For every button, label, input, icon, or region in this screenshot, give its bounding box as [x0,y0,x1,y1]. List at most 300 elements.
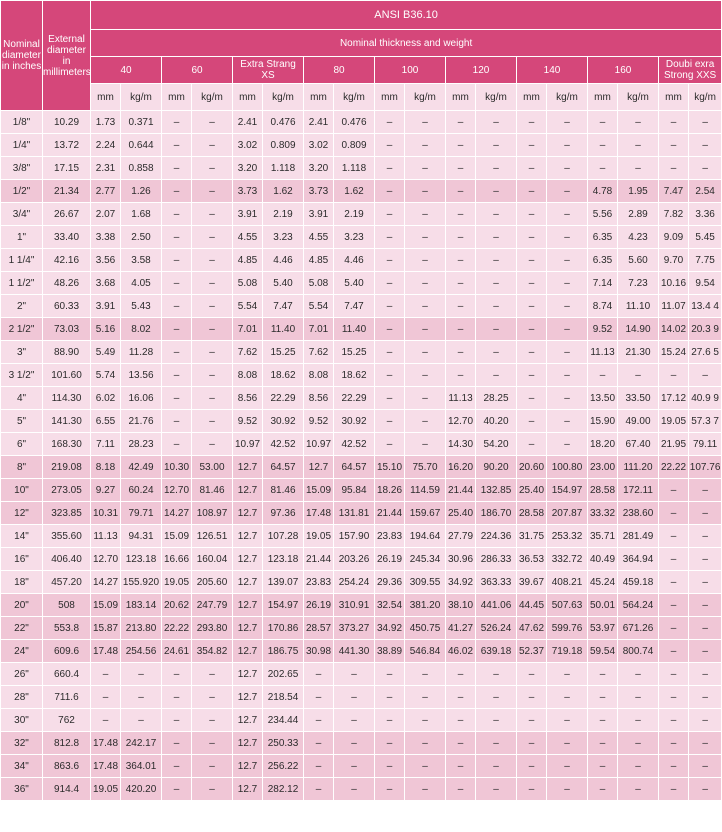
thickness-mm-cell: 2.77 [91,180,121,203]
thickness-mm-cell: 3.20 [304,157,334,180]
thickness-mm-cell: 20.60 [517,456,547,479]
unit-mm-header: mm [588,84,618,111]
weight-kgm-cell: – [334,755,375,778]
thickness-mm-cell: – [446,686,476,709]
thickness-mm-cell: – [659,571,689,594]
weight-kgm-cell: 49.00 [618,410,659,433]
weight-kgm-cell: – [547,686,588,709]
thickness-mm-cell: – [659,479,689,502]
nominal-diameter-cell: 10" [1,479,43,502]
nominal-diameter-cell: 2" [1,295,43,318]
table-row [1,226,722,249]
thickness-mm-cell: – [446,295,476,318]
thickness-mm-cell: – [304,778,334,801]
thickness-mm-cell: 16.20 [446,456,476,479]
thickness-mm-cell: – [162,134,192,157]
thickness-mm-cell: 21.44 [304,548,334,571]
thickness-mm-cell: 12.7 [233,456,263,479]
weight-kgm-cell: 205.60 [192,571,233,594]
thickness-mm-cell: 4.85 [304,249,334,272]
nominal-diameter-cell: 1 1/2" [1,272,43,295]
thickness-mm-cell: – [446,663,476,686]
thickness-mm-cell: – [162,180,192,203]
table-row [1,548,722,571]
thickness-mm-cell: 44.45 [517,594,547,617]
weight-kgm-cell: 14.90 [618,318,659,341]
weight-kgm-cell: 183.14 [121,594,162,617]
table-row [1,387,722,410]
table-row [1,571,722,594]
weight-kgm-cell: 11.28 [121,341,162,364]
external-diameter-cell: 508 [43,594,91,617]
thickness-mm-cell: – [517,295,547,318]
thickness-mm-cell: 11.13 [446,387,476,410]
weight-kgm-cell: 64.57 [263,456,304,479]
weight-kgm-cell: – [618,709,659,732]
weight-kgm-cell: 81.46 [263,479,304,502]
thickness-mm-cell: – [375,272,405,295]
thickness-mm-cell: 12.7 [233,640,263,663]
weight-kgm-cell: – [689,732,722,755]
schedule-header: Extra Strang XS [233,57,304,84]
weight-kgm-cell: 0.809 [263,134,304,157]
weight-kgm-cell: 40.20 [476,410,517,433]
weight-kgm-cell: 22.29 [334,387,375,410]
weight-kgm-cell: 123.18 [263,548,304,571]
weight-kgm-cell: 408.21 [547,571,588,594]
weight-kgm-cell: – [192,249,233,272]
weight-kgm-cell: – [476,778,517,801]
thickness-mm-cell: 36.53 [517,548,547,571]
weight-kgm-cell: – [192,732,233,755]
nominal-diameter-cell: 22" [1,617,43,640]
weight-kgm-cell: 11.10 [618,295,659,318]
thickness-mm-cell: 20.62 [162,594,192,617]
weight-kgm-cell: – [689,134,722,157]
weight-kgm-cell: – [334,663,375,686]
external-diameter-cell: 42.16 [43,249,91,272]
weight-kgm-cell: 526.24 [476,617,517,640]
thickness-mm-cell: – [659,709,689,732]
table-row [1,295,722,318]
weight-kgm-cell: – [192,387,233,410]
thickness-mm-cell: 12.7 [233,755,263,778]
weight-kgm-cell: 282.12 [263,778,304,801]
weight-kgm-cell: – [405,433,446,456]
weight-kgm-cell: 332.72 [547,548,588,571]
weight-kgm-cell: – [405,732,446,755]
thickness-mm-cell: 12.7 [233,525,263,548]
weight-kgm-cell: – [476,180,517,203]
thickness-mm-cell: 8.56 [304,387,334,410]
thickness-mm-cell: 3.91 [91,295,121,318]
thickness-mm-cell: – [162,203,192,226]
weight-kgm-cell: – [405,318,446,341]
thickness-mm-cell: 4.85 [233,249,263,272]
thickness-mm-cell: 29.36 [375,571,405,594]
thickness-mm-cell: – [517,272,547,295]
weight-kgm-cell: 107.76 [689,456,722,479]
weight-kgm-cell: 599.76 [547,617,588,640]
thickness-mm-cell: 5.08 [304,272,334,295]
thickness-mm-cell: – [162,663,192,686]
weight-kgm-cell: – [618,686,659,709]
thickness-mm-cell: – [162,318,192,341]
external-diameter-cell: 457.20 [43,571,91,594]
thickness-mm-cell: – [446,709,476,732]
weight-kgm-cell: 8.02 [121,318,162,341]
unit-mm-header: mm [91,84,121,111]
table-row [1,525,722,548]
thickness-mm-cell: – [162,732,192,755]
external-diameter-cell: 219.08 [43,456,91,479]
table-row [1,686,722,709]
weight-kgm-cell: 126.51 [192,525,233,548]
schedule-header: 40 [91,57,162,84]
thickness-mm-cell: 5.56 [588,203,618,226]
thickness-mm-cell: – [375,663,405,686]
weight-kgm-cell: – [192,180,233,203]
thickness-mm-cell: – [517,111,547,134]
weight-kgm-cell: 15.25 [263,341,304,364]
weight-kgm-cell: 186.75 [263,640,304,663]
schedule-header: 100 [375,57,446,84]
table-row [1,318,722,341]
external-diameter-cell: 10.29 [43,111,91,134]
unit-mm-header: mm [517,84,547,111]
nominal-diameter-cell: 8" [1,456,43,479]
thickness-mm-cell: – [162,387,192,410]
thickness-mm-cell: 2.07 [91,203,121,226]
thickness-mm-cell: 3.38 [91,226,121,249]
thickness-mm-cell: – [517,686,547,709]
weight-kgm-cell: 97.36 [263,502,304,525]
weight-kgm-cell: 33.50 [618,387,659,410]
weight-kgm-cell: 172.11 [618,479,659,502]
weight-kgm-cell: – [547,387,588,410]
thickness-mm-cell: 15.09 [304,479,334,502]
weight-kgm-cell: – [192,364,233,387]
thickness-mm-cell: 34.92 [375,617,405,640]
weight-kgm-cell: – [476,295,517,318]
weight-kgm-cell: 0.644 [121,134,162,157]
weight-kgm-cell: – [192,203,233,226]
thickness-mm-cell: 12.70 [91,548,121,571]
weight-kgm-cell: 309.55 [405,571,446,594]
thickness-mm-cell: 23.83 [375,525,405,548]
unit-kgm-header: kg/m [334,84,375,111]
weight-kgm-cell: 4.46 [263,249,304,272]
thickness-mm-cell: 22.22 [162,617,192,640]
weight-kgm-cell: 16.06 [121,387,162,410]
thickness-mm-cell: – [375,180,405,203]
weight-kgm-cell: – [405,387,446,410]
weight-kgm-cell: 441.06 [476,594,517,617]
thickness-mm-cell: 4.78 [588,180,618,203]
external-diameter-cell: 48.26 [43,272,91,295]
nominal-diameter-cell: 12" [1,502,43,525]
thickness-mm-cell: 15.09 [91,594,121,617]
weight-kgm-cell: 67.40 [618,433,659,456]
weight-kgm-cell: – [547,111,588,134]
thickness-mm-cell: 10.31 [91,502,121,525]
weight-kgm-cell: – [547,341,588,364]
weight-kgm-cell: – [405,686,446,709]
thickness-mm-cell: – [375,341,405,364]
thickness-mm-cell: 3.20 [233,157,263,180]
thickness-mm-cell: – [375,387,405,410]
table-row [1,111,722,134]
external-diameter-cell: 101.60 [43,364,91,387]
table-row [1,479,722,502]
weight-kgm-cell: 245.34 [405,548,446,571]
nominal-diameter-cell: 28" [1,686,43,709]
weight-kgm-cell: 546.84 [405,640,446,663]
thickness-mm-cell: 28.58 [588,479,618,502]
thickness-mm-cell: – [517,410,547,433]
weight-kgm-cell: 363.33 [476,571,517,594]
weight-kgm-cell: – [405,663,446,686]
external-diameter-cell: 762 [43,709,91,732]
weight-kgm-cell: 238.60 [618,502,659,525]
ansi-header: ANSI B36.10 [91,1,722,30]
thickness-mm-cell: 7.01 [304,318,334,341]
thickness-mm-cell: 5.49 [91,341,121,364]
thickness-mm-cell: 17.48 [91,755,121,778]
weight-kgm-cell: – [405,341,446,364]
thickness-mm-cell: 19.05 [162,571,192,594]
thickness-mm-cell: – [588,663,618,686]
thickness-mm-cell: 2.24 [91,134,121,157]
thickness-mm-cell: 12.7 [233,617,263,640]
table-row [1,180,722,203]
weight-kgm-cell: – [618,663,659,686]
weight-kgm-cell: 373.27 [334,617,375,640]
weight-kgm-cell: 1.62 [334,180,375,203]
thickness-mm-cell: 15.10 [375,456,405,479]
weight-kgm-cell: – [547,295,588,318]
weight-kgm-cell: – [476,203,517,226]
weight-kgm-cell: – [689,755,722,778]
thickness-mm-cell: – [517,364,547,387]
weight-kgm-cell: 250.33 [263,732,304,755]
weight-kgm-cell: 2.54 [689,180,722,203]
weight-kgm-cell: 157.90 [334,525,375,548]
external-diameter-cell: 21.34 [43,180,91,203]
weight-kgm-cell: – [405,157,446,180]
thickness-mm-cell: 3.02 [233,134,263,157]
external-diameter-cell: 711.6 [43,686,91,709]
table-row [1,272,722,295]
weight-kgm-cell: 28.23 [121,433,162,456]
thickness-mm-cell: 12.7 [233,732,263,755]
weight-kgm-cell: – [689,778,722,801]
thickness-mm-cell: 12.7 [233,571,263,594]
thickness-mm-cell: – [375,755,405,778]
weight-kgm-cell: 15.25 [334,341,375,364]
weight-kgm-cell: 310.91 [334,594,375,617]
schedule-header: 80 [304,57,375,84]
thickness-mm-cell: 23.83 [304,571,334,594]
weight-kgm-cell: 94.31 [121,525,162,548]
weight-kgm-cell: 203.26 [334,548,375,571]
thickness-mm-cell: – [517,433,547,456]
weight-kgm-cell: 639.18 [476,640,517,663]
weight-kgm-cell: – [192,663,233,686]
weight-kgm-cell: – [405,778,446,801]
weight-kgm-cell: – [476,226,517,249]
thickness-mm-cell: 50.01 [588,594,618,617]
thickness-mm-cell: 14.27 [162,502,192,525]
weight-kgm-cell: 107.28 [263,525,304,548]
thickness-mm-cell: – [375,778,405,801]
thickness-mm-cell: 10.97 [304,433,334,456]
weight-kgm-cell: 155.920 [121,571,162,594]
thickness-mm-cell: 35.71 [588,525,618,548]
nominal-diameter-cell: 30" [1,709,43,732]
thickness-mm-cell: 38.10 [446,594,476,617]
thickness-mm-cell: – [588,686,618,709]
thickness-mm-cell: 24.61 [162,640,192,663]
thickness-mm-cell: 2.41 [304,111,334,134]
weight-kgm-cell: 114.59 [405,479,446,502]
nominal-diameter-cell: 24" [1,640,43,663]
weight-kgm-cell: – [405,249,446,272]
thickness-mm-cell: – [659,663,689,686]
thickness-mm-cell: 10.97 [233,433,263,456]
weight-kgm-cell: – [689,111,722,134]
schedule-header: 120 [446,57,517,84]
weight-kgm-cell: – [689,479,722,502]
thickness-mm-cell: 3.02 [304,134,334,157]
thickness-mm-cell: 46.02 [446,640,476,663]
weight-kgm-cell: 13.4 4 [689,295,722,318]
weight-kgm-cell: 0.476 [263,111,304,134]
thickness-mm-cell: 28.58 [517,502,547,525]
thickness-mm-cell: 26.19 [304,594,334,617]
external-diameter-cell: 88.90 [43,341,91,364]
thickness-mm-cell: – [162,686,192,709]
weight-kgm-cell: 1.68 [121,203,162,226]
thickness-mm-cell: 21.44 [446,479,476,502]
weight-kgm-cell: – [618,364,659,387]
thickness-mm-cell: – [162,272,192,295]
thickness-mm-cell: 45.24 [588,571,618,594]
weight-kgm-cell: – [405,180,446,203]
thickness-mm-cell: – [517,709,547,732]
external-diameter-cell: 13.72 [43,134,91,157]
weight-kgm-cell: 5.40 [263,272,304,295]
thickness-mm-cell: – [446,249,476,272]
thickness-mm-cell: – [304,709,334,732]
weight-kgm-cell: 64.57 [334,456,375,479]
weight-kgm-cell: – [547,134,588,157]
thickness-mm-cell: 52.37 [517,640,547,663]
thickness-mm-cell: – [375,295,405,318]
weight-kgm-cell: 3.36 [689,203,722,226]
weight-kgm-cell: 54.20 [476,433,517,456]
weight-kgm-cell: 2.89 [618,203,659,226]
thickness-mm-cell: 2.31 [91,157,121,180]
weight-kgm-cell: – [476,341,517,364]
weight-kgm-cell: – [334,732,375,755]
weight-kgm-cell: 123.18 [121,548,162,571]
external-diameter-cell: 914.4 [43,778,91,801]
weight-kgm-cell: 450.75 [405,617,446,640]
nominal-diameter-cell: 1/4" [1,134,43,157]
unit-kgm-header: kg/m [263,84,304,111]
thickness-mm-cell: 3.91 [304,203,334,226]
thickness-mm-cell: – [659,732,689,755]
thickness-mm-cell: 25.40 [446,502,476,525]
thickness-mm-cell: – [659,594,689,617]
weight-kgm-cell: 4.05 [121,272,162,295]
weight-kgm-cell: – [334,778,375,801]
weight-kgm-cell: – [547,226,588,249]
weight-kgm-cell: – [618,134,659,157]
thickness-mm-cell: 6.35 [588,249,618,272]
weight-kgm-cell: – [405,272,446,295]
thickness-mm-cell: – [446,111,476,134]
weight-kgm-cell: 213.80 [121,617,162,640]
external-diameter-cell: 323.85 [43,502,91,525]
thickness-mm-cell: – [517,732,547,755]
weight-kgm-cell: 30.92 [263,410,304,433]
thickness-mm-cell: 21.44 [375,502,405,525]
weight-kgm-cell: – [192,111,233,134]
weight-kgm-cell: – [405,226,446,249]
thickness-mm-cell: 12.7 [233,594,263,617]
weight-kgm-cell: 139.07 [263,571,304,594]
table-row [1,364,722,387]
table-row [1,134,722,157]
weight-kgm-cell: 1.118 [263,157,304,180]
thickness-mm-cell: 30.98 [304,640,334,663]
nominal-diameter-cell: 16" [1,548,43,571]
weight-kgm-cell: 7.23 [618,272,659,295]
thickness-mm-cell: – [375,410,405,433]
thickness-mm-cell: – [446,318,476,341]
thickness-mm-cell: 8.18 [91,456,121,479]
thickness-mm-cell: – [162,709,192,732]
weight-kgm-cell: 2.19 [263,203,304,226]
external-diameter-cell: 168.30 [43,433,91,456]
weight-kgm-cell: 13.56 [121,364,162,387]
table-row [1,203,722,226]
weight-kgm-cell: – [192,318,233,341]
thickness-mm-cell: 3.56 [91,249,121,272]
unit-kgm-header: kg/m [689,84,722,111]
thickness-mm-cell: 7.62 [304,341,334,364]
weight-kgm-cell: – [547,272,588,295]
table-row [1,732,722,755]
thickness-mm-cell: 25.40 [517,479,547,502]
weight-kgm-cell: 7.47 [334,295,375,318]
thickness-mm-cell: – [162,433,192,456]
weight-kgm-cell: 3.23 [263,226,304,249]
thickness-mm-cell: 11.13 [588,341,618,364]
external-diameter-cell: 33.40 [43,226,91,249]
weight-kgm-cell: 234.44 [263,709,304,732]
thickness-mm-cell: – [446,203,476,226]
nominal-diameter-cell: 3/4" [1,203,43,226]
thickness-mm-cell: 12.7 [233,686,263,709]
weight-kgm-cell: 7.47 [263,295,304,318]
schedule-header: 160 [588,57,659,84]
thickness-mm-cell: – [446,134,476,157]
weight-kgm-cell: – [476,272,517,295]
thickness-mm-cell: 2.41 [233,111,263,134]
